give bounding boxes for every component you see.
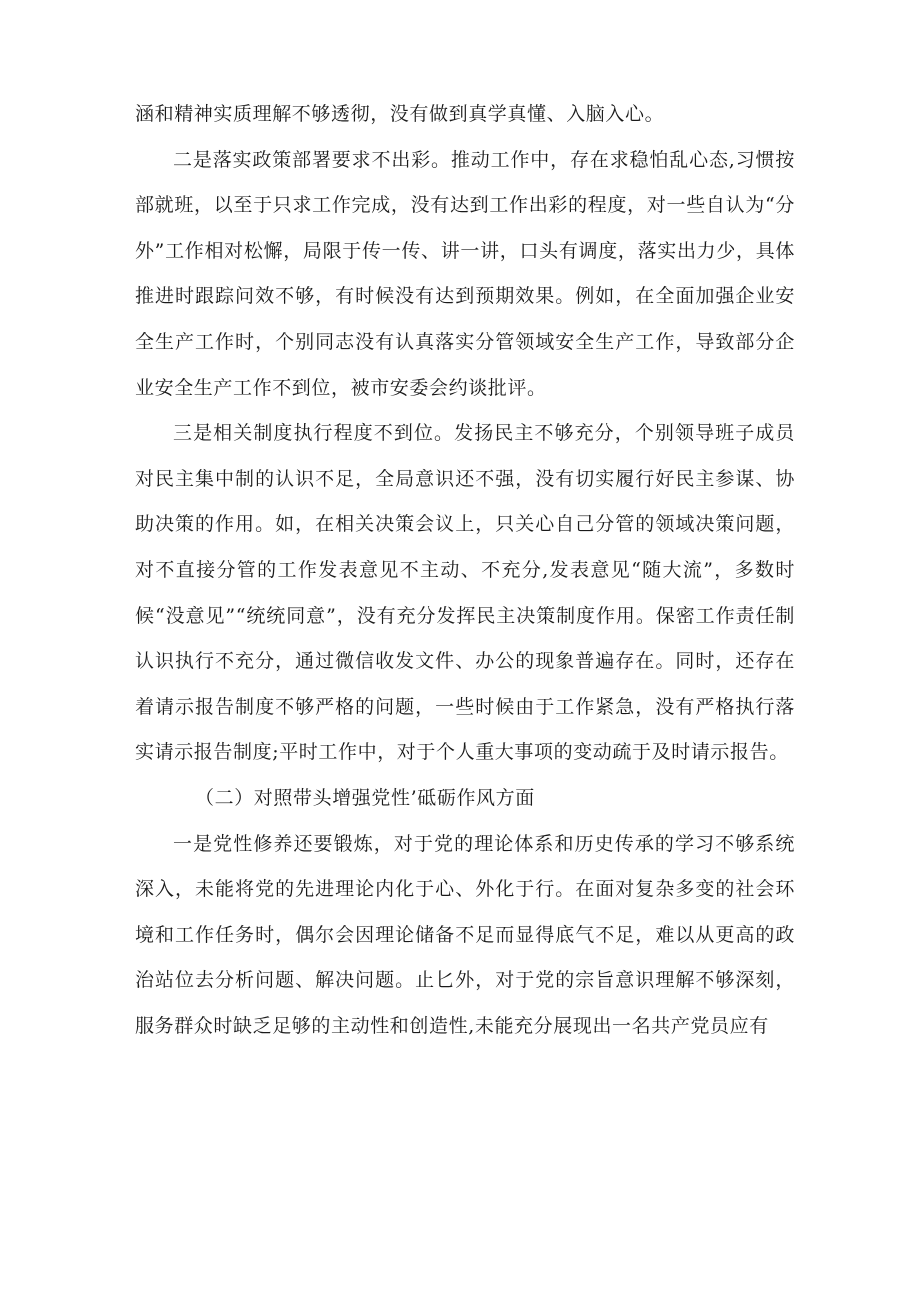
paragraph-policy-implementation: 二是落实政策部署要求不出彩。推动工作中，存在求稳怕乱心态,习惯按部就班，以至于只求工作完成，没有达到工作出彩的程度，对一些自认为“分外”工作相对松懈，局限于传一传、讲一讲，口头有调度，落实出力少，具体推进时跟踪问效不够，有时候没有达到预期效果。例如，在全面加强企业安全生产工作时，个别同志没有认真落实分管领域安全生产工作，导致部分企业安全生产工作不到位，被市安委会约谈批评。	[135, 148, 795, 399]
document-body	[135, 92, 795, 1049]
paragraph-system-execution: 三是相关制度执行程度不到位。发扬民主不够充分，个别领导班子成员对民主集中制的认识不足，全局意识还不强，没有切实履行好民主参谋、协助决策的作用。如，在相关决策会议上，只关心自己分管的领域决策问题，对不直接分管的工作发表意见不主动、不充分,发表意见“随大流”，多数时候“没意见”“统统同意”，没有充分发挥民主决策制度作用。保密工作责任制认识执行不充分，通过微信收发文件、办公的现象普遍存在。同时，还存在着请示报告制度不够严格的问题，一些时候由于工作紧急，没有严格执行落实请示报告制度;平时工作中，对于个人重大事项的变动疏于及时请示报告。	[135, 422, 795, 764]
section-heading: （二）对照带头增强党性’砥砺作风方面	[195, 786, 535, 809]
paragraph-continuation: 涵和精神实质理解不够透彻，没有做到真学真懂、入脑入心。	[135, 103, 665, 125]
paragraph-party-spirit: 一是党性修养还要锻炼，对于党的理论体系和历史传承的学习不够系统深入，未能将党的先进理论内化于心、外化于行。在面对复杂多变的社会环境和工作任务时，偶尔会因理论储备不足而显得底气不足，难以从更高的政治站位去分析问题、解决问题。止匕外，对于党的宗旨意识理解不够深刻，服务群众时缺乏足够的主动性和创造性,未能充分展现出一名共产党员应有	[135, 832, 795, 1037]
